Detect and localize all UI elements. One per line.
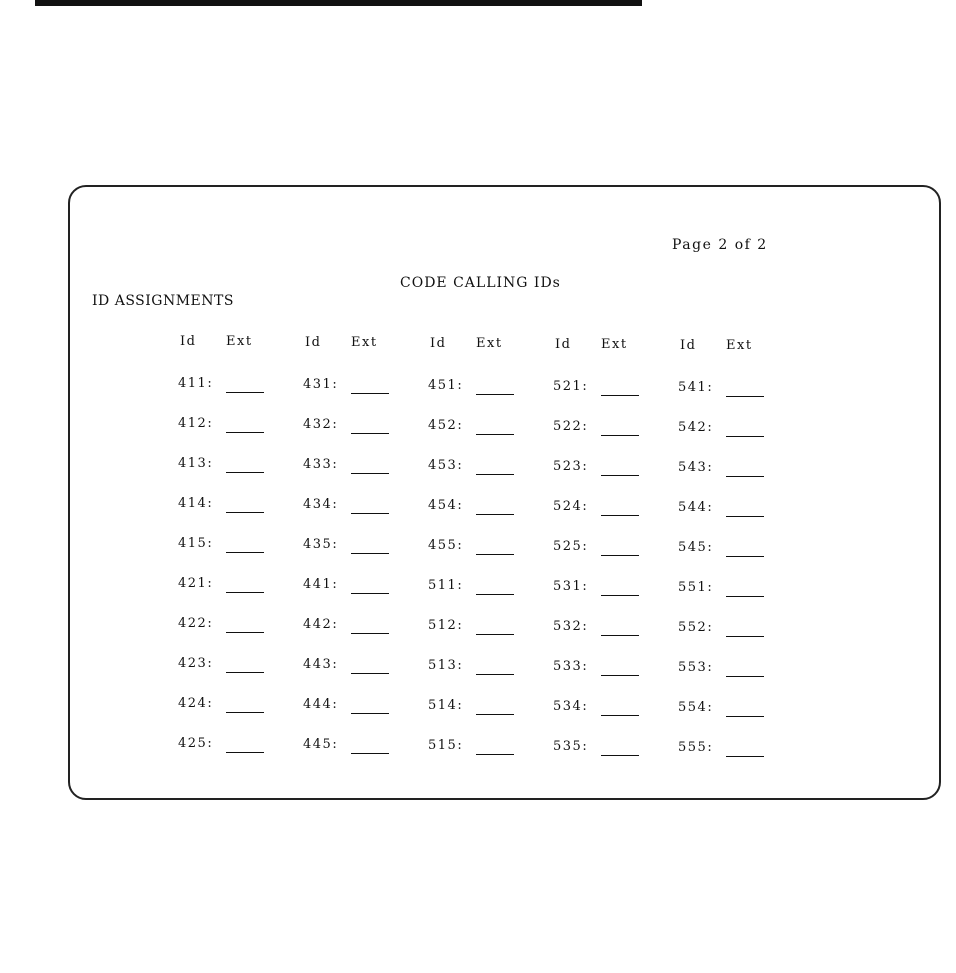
header-ext-label: Ext xyxy=(226,334,253,349)
ext-input-field[interactable] xyxy=(726,636,764,637)
id-row xyxy=(178,674,288,714)
column-header xyxy=(178,334,288,354)
header-ext-label: Ext xyxy=(726,338,753,353)
id-label: 541: xyxy=(678,380,714,395)
id-column xyxy=(178,334,288,754)
id-row xyxy=(678,558,788,598)
id-row xyxy=(428,516,538,556)
id-row xyxy=(428,636,538,676)
id-row xyxy=(178,634,288,674)
id-row xyxy=(178,514,288,554)
column-header xyxy=(553,337,663,357)
id-row xyxy=(178,714,288,754)
id-row xyxy=(303,595,413,635)
header-id-label: Id xyxy=(180,334,197,349)
ext-input-field[interactable] xyxy=(726,756,764,757)
id-label: 524: xyxy=(553,499,589,514)
id-label: 543: xyxy=(678,460,714,475)
id-label: 443: xyxy=(303,657,339,672)
ext-input-field[interactable] xyxy=(351,393,389,394)
ext-input-field[interactable] xyxy=(601,755,639,756)
id-row xyxy=(553,357,663,397)
id-row xyxy=(678,718,788,758)
id-row xyxy=(178,474,288,514)
id-row xyxy=(678,358,788,398)
id-label: 511: xyxy=(428,578,464,593)
header-id-label: Id xyxy=(430,336,447,351)
id-label: 545: xyxy=(678,540,714,555)
id-row xyxy=(428,476,538,516)
id-label: 552: xyxy=(678,620,714,635)
ext-input-field[interactable] xyxy=(226,752,264,753)
id-row xyxy=(303,475,413,515)
id-label: 414: xyxy=(178,496,214,511)
ext-input-field[interactable] xyxy=(476,674,514,675)
id-row xyxy=(553,637,663,677)
ext-input-field[interactable] xyxy=(226,592,264,593)
id-label: 444: xyxy=(303,697,339,712)
id-row xyxy=(553,597,663,637)
id-label: 553: xyxy=(678,660,714,675)
header-ext-label: Ext xyxy=(601,337,628,352)
ext-input-field[interactable] xyxy=(226,392,264,393)
id-row xyxy=(678,398,788,438)
id-label: 455: xyxy=(428,538,464,553)
ext-input-field[interactable] xyxy=(601,595,639,596)
id-label: 412: xyxy=(178,416,214,431)
ext-input-field[interactable] xyxy=(601,635,639,636)
id-label: 433: xyxy=(303,457,339,472)
ext-input-field[interactable] xyxy=(601,475,639,476)
ext-input-field[interactable] xyxy=(476,514,514,515)
column-header xyxy=(428,336,538,356)
ext-input-field[interactable] xyxy=(226,472,264,473)
id-row xyxy=(553,517,663,557)
id-label: 514: xyxy=(428,698,464,713)
ext-input-field[interactable] xyxy=(726,396,764,397)
id-row xyxy=(553,677,663,717)
id-label: 441: xyxy=(303,577,339,592)
id-row xyxy=(428,396,538,436)
id-label: 425: xyxy=(178,736,214,751)
id-label: 431: xyxy=(303,377,339,392)
ext-input-field[interactable] xyxy=(726,556,764,557)
section-title: ID ASSIGNMENTS xyxy=(92,293,234,309)
ext-input-field[interactable] xyxy=(726,596,764,597)
id-row xyxy=(303,715,413,755)
header-ext-label: Ext xyxy=(476,336,503,351)
ext-input-field[interactable] xyxy=(476,434,514,435)
id-label: 454: xyxy=(428,498,464,513)
ext-input-field[interactable] xyxy=(226,712,264,713)
id-label: 534: xyxy=(553,699,589,714)
id-row xyxy=(678,638,788,678)
ext-input-field[interactable] xyxy=(476,554,514,555)
form-title: CODE CALLING IDs xyxy=(400,275,561,291)
id-row xyxy=(303,395,413,435)
id-row xyxy=(553,477,663,517)
ext-input-field[interactable] xyxy=(351,593,389,594)
id-column xyxy=(303,335,413,755)
id-label: 521: xyxy=(553,379,589,394)
id-row xyxy=(428,716,538,756)
id-row xyxy=(428,556,538,596)
id-row xyxy=(178,594,288,634)
ext-input-field[interactable] xyxy=(726,716,764,717)
id-label: 551: xyxy=(678,580,714,595)
ext-input-field[interactable] xyxy=(351,553,389,554)
id-column xyxy=(428,336,538,756)
column-header xyxy=(303,335,413,355)
ext-input-field[interactable] xyxy=(726,676,764,677)
ext-input-field[interactable] xyxy=(726,436,764,437)
id-label: 434: xyxy=(303,497,339,512)
id-label: 422: xyxy=(178,616,214,631)
id-row xyxy=(303,675,413,715)
id-row xyxy=(303,355,413,395)
id-row xyxy=(178,554,288,594)
ext-input-field[interactable] xyxy=(476,594,514,595)
id-row xyxy=(678,478,788,518)
id-label: 525: xyxy=(553,539,589,554)
id-label: 522: xyxy=(553,419,589,434)
id-label: 533: xyxy=(553,659,589,674)
ext-input-field[interactable] xyxy=(476,394,514,395)
ext-input-field[interactable] xyxy=(601,555,639,556)
ext-input-field[interactable] xyxy=(226,632,264,633)
id-label: 442: xyxy=(303,617,339,632)
id-row xyxy=(678,678,788,718)
id-row xyxy=(178,394,288,434)
header-id-label: Id xyxy=(680,338,697,353)
ext-input-field[interactable] xyxy=(226,552,264,553)
ext-input-field[interactable] xyxy=(351,473,389,474)
id-label: 424: xyxy=(178,696,214,711)
column-header xyxy=(678,338,788,358)
header-id-label: Id xyxy=(555,337,572,352)
ext-input-field[interactable] xyxy=(226,432,264,433)
id-label: 531: xyxy=(553,579,589,594)
page-indicator: Page 2 of 2 xyxy=(672,237,768,253)
id-row xyxy=(428,596,538,636)
id-row xyxy=(303,635,413,675)
id-label: 421: xyxy=(178,576,214,591)
id-label: 535: xyxy=(553,739,589,754)
ext-input-field[interactable] xyxy=(476,474,514,475)
id-label: 523: xyxy=(553,459,589,474)
id-row xyxy=(678,438,788,478)
id-row xyxy=(178,354,288,394)
id-row xyxy=(428,676,538,716)
id-row xyxy=(303,555,413,595)
id-label: 512: xyxy=(428,618,464,633)
top-rule xyxy=(35,0,642,6)
id-label: 423: xyxy=(178,656,214,671)
ext-input-field[interactable] xyxy=(726,476,764,477)
id-label: 554: xyxy=(678,700,714,715)
ext-input-field[interactable] xyxy=(351,513,389,514)
ext-input-field[interactable] xyxy=(726,516,764,517)
id-row xyxy=(553,717,663,757)
id-label: 432: xyxy=(303,417,339,432)
id-label: 413: xyxy=(178,456,214,471)
ext-input-field[interactable] xyxy=(476,714,514,715)
header-id-label: Id xyxy=(305,335,322,350)
id-label: 451: xyxy=(428,378,464,393)
ext-input-field[interactable] xyxy=(226,512,264,513)
id-label: 513: xyxy=(428,658,464,673)
id-row xyxy=(678,518,788,558)
id-label: 415: xyxy=(178,536,214,551)
id-label: 555: xyxy=(678,740,714,755)
ext-input-field[interactable] xyxy=(601,515,639,516)
ext-input-field[interactable] xyxy=(601,395,639,396)
ext-input-field[interactable] xyxy=(601,715,639,716)
ext-input-field[interactable] xyxy=(226,672,264,673)
id-label: 515: xyxy=(428,738,464,753)
ext-input-field[interactable] xyxy=(351,433,389,434)
ext-input-field[interactable] xyxy=(476,754,514,755)
id-column xyxy=(678,338,788,758)
ext-input-field[interactable] xyxy=(351,673,389,674)
id-label: 532: xyxy=(553,619,589,634)
id-row xyxy=(553,437,663,477)
id-label: 542: xyxy=(678,420,714,435)
id-row xyxy=(303,515,413,555)
ext-input-field[interactable] xyxy=(601,675,639,676)
id-row xyxy=(678,598,788,638)
id-column xyxy=(553,337,663,757)
id-label: 435: xyxy=(303,537,339,552)
id-row xyxy=(553,557,663,597)
ext-input-field[interactable] xyxy=(601,435,639,436)
id-label: 411: xyxy=(178,376,214,391)
ext-input-field[interactable] xyxy=(351,633,389,634)
id-row xyxy=(553,397,663,437)
id-label: 544: xyxy=(678,500,714,515)
id-label: 452: xyxy=(428,418,464,433)
ext-input-field[interactable] xyxy=(351,753,389,754)
id-row xyxy=(178,434,288,474)
id-row xyxy=(428,356,538,396)
id-label: 453: xyxy=(428,458,464,473)
id-row xyxy=(303,435,413,475)
ext-input-field[interactable] xyxy=(351,713,389,714)
id-label: 445: xyxy=(303,737,339,752)
ext-input-field[interactable] xyxy=(476,634,514,635)
header-ext-label: Ext xyxy=(351,335,378,350)
terminal-screen xyxy=(68,185,941,800)
id-row xyxy=(428,436,538,476)
